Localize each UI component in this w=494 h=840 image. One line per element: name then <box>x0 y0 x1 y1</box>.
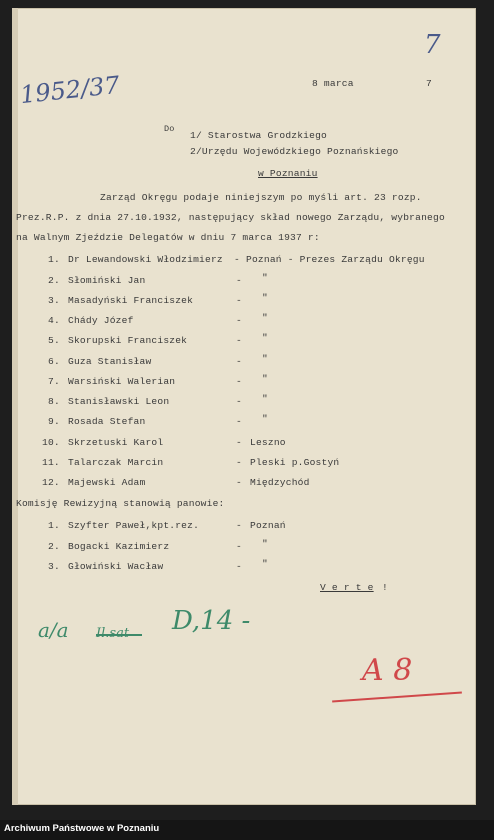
document-page <box>12 8 476 805</box>
recipient-1: 1/ Starostwa Grodzkiego <box>190 130 328 141</box>
member-name: Masadyński Franciszek <box>68 295 194 306</box>
red-underline <box>332 691 462 702</box>
member-place: Leszno <box>250 437 286 448</box>
member-name: Chády Józef <box>68 315 134 326</box>
member-name: Skorupski Franciszek <box>68 335 188 346</box>
member-number: 1. <box>48 520 60 531</box>
to-label: Do <box>164 124 175 134</box>
archive-name: Archiwum Państwowe w Poznaniu <box>4 823 160 834</box>
member-name: Stanisławski Leon <box>68 396 170 407</box>
date-year: 7 <box>426 78 432 89</box>
date-line: 8 marca <box>312 78 354 89</box>
verte-label: V e r t e <box>320 582 374 593</box>
member-dash: - <box>236 541 242 552</box>
member-place: " <box>262 312 268 323</box>
member-place: " <box>262 393 268 404</box>
body-line-1: Zarząd Okręgu podaje niniejszym po myśli art. 23 rozp. <box>100 192 422 203</box>
member-dash: - <box>236 376 242 387</box>
member-dash: - <box>236 561 242 572</box>
green-note-1: a/a <box>38 618 69 642</box>
body-line-3: na Walnym Zjeździe Delegatów w dniu 7 marca 1937 r: <box>16 232 320 243</box>
green-strikethrough <box>96 634 142 636</box>
member-name: Rosada Stefan <box>68 416 146 427</box>
member-name: Bogacki Kazimierz <box>68 541 170 552</box>
place-line: w Poznaniu <box>258 168 318 179</box>
member-number: 9. <box>48 416 60 427</box>
member-number: 6. <box>48 356 60 367</box>
member-place: " <box>262 332 268 343</box>
member-name: Słomiński Jan <box>68 275 146 286</box>
member-dash: - <box>234 254 240 265</box>
member-number: 2. <box>48 275 60 286</box>
member-name: Majewski Adam <box>68 477 146 488</box>
member-dash: - <box>236 396 242 407</box>
member-number: 12. <box>42 477 60 488</box>
member-name: Szyfter Paweł,kpt.rez. <box>68 520 200 531</box>
member-place: " <box>262 558 268 569</box>
member-number: 2. <box>48 541 60 552</box>
member-place: Poznań <box>250 520 286 531</box>
commission-intro: Komisję Rewizyjną stanowią panowie: <box>16 498 225 509</box>
member-dash: - <box>236 295 242 306</box>
member-place: Poznań - Prezes Zarządu Okręgu <box>246 254 425 265</box>
member-dash: - <box>236 477 242 488</box>
member-dash: - <box>236 356 242 367</box>
member-place: " <box>262 413 268 424</box>
member-name: Głowiński Wacław <box>68 561 164 572</box>
red-note: A 8 <box>362 653 413 688</box>
member-place: Pleski p.Gostyń <box>250 457 340 468</box>
member-name: Warsiński Walerian <box>68 376 176 387</box>
member-number: 1. <box>48 254 60 265</box>
member-name: Guza Stanisław <box>68 356 152 367</box>
member-number: 3. <box>48 561 60 572</box>
page-edge <box>12 8 18 805</box>
member-place: " <box>262 373 268 384</box>
member-dash: - <box>236 416 242 427</box>
member-name: Skrzetuski Karol <box>68 437 164 448</box>
member-dash: - <box>236 315 242 326</box>
member-name: Dr Lewandowski Włodzimierz <box>68 254 223 265</box>
member-place: " <box>262 272 268 283</box>
handwritten-reference: 1952/37 <box>18 70 121 110</box>
member-place: " <box>262 538 268 549</box>
verte-mark: ! <box>382 582 388 593</box>
member-number: 10. <box>42 437 60 448</box>
member-number: 4. <box>48 315 60 326</box>
member-number: 7. <box>48 376 60 387</box>
member-dash: - <box>236 457 242 468</box>
member-name: Talarczak Marcin <box>68 457 164 468</box>
member-number: 8. <box>48 396 60 407</box>
handwritten-page-number: 7 <box>424 30 441 60</box>
member-place: " <box>262 292 268 303</box>
member-number: 3. <box>48 295 60 306</box>
member-number: 5. <box>48 335 60 346</box>
recipient-2: 2/Urzędu Wojewódzkiego Poznańskiego <box>190 146 399 157</box>
member-number: 11. <box>42 457 60 468</box>
member-place: Międzychód <box>250 477 310 488</box>
member-dash: - <box>236 335 242 346</box>
member-dash: - <box>236 437 242 448</box>
green-note-3: D,14 - <box>172 606 251 636</box>
archive-footer <box>0 820 494 840</box>
body-line-2: Prez.R.P. z dnia 27.10.1932, następujący skład nowego Zarządu, wybranego <box>16 212 445 223</box>
member-dash: - <box>236 520 242 531</box>
member-dash: - <box>236 275 242 286</box>
member-place: " <box>262 353 268 364</box>
